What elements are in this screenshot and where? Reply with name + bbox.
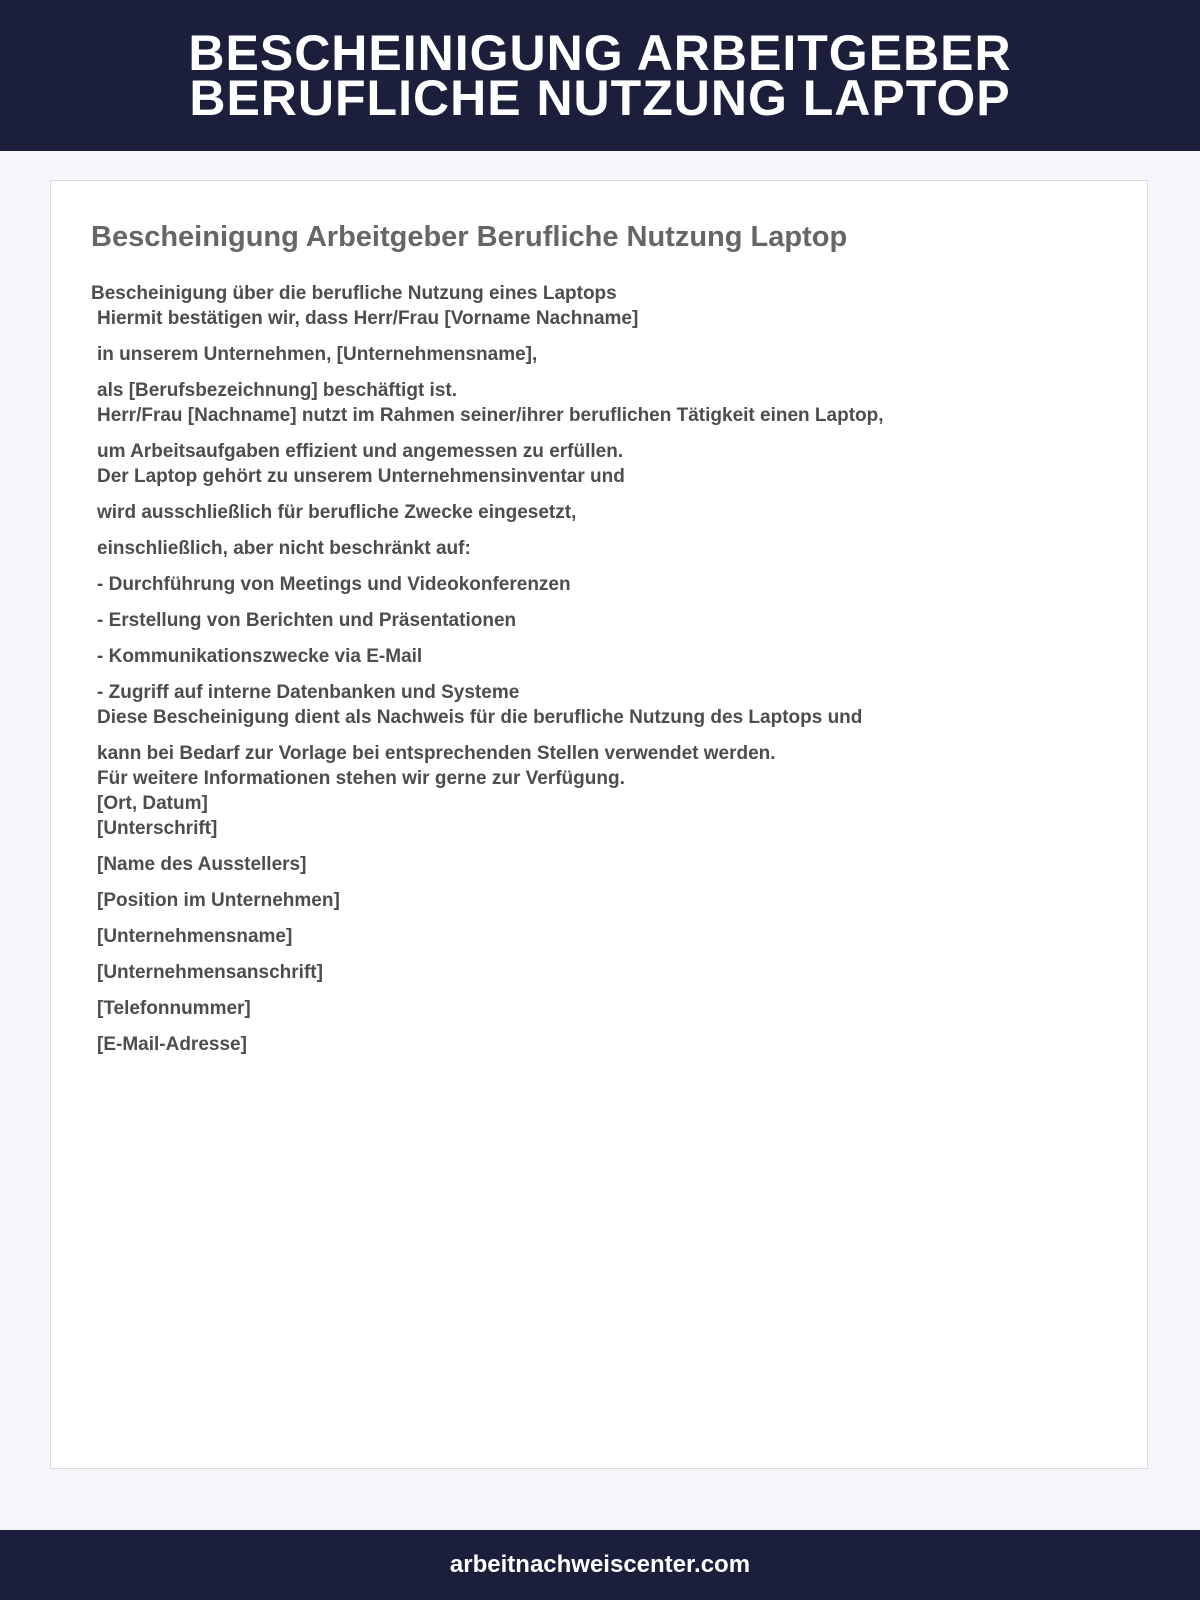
document-line: kann bei Bedarf zur Vorlage bei entsprechenden Stellen verwendet werden. [97,743,776,764]
phone-placeholder: [Telefonnummer] [97,998,251,1019]
document-line: Hiermit bestätigen wir, dass Herr/Frau [Vorname Nachname] [97,308,639,329]
list-item: - Kommunikationszwecke via E-Mail [97,646,423,667]
email-placeholder: [E-Mail-Adresse] [97,1034,247,1055]
list-item: - Erstellung von Berichten und Präsentationen [97,610,517,631]
document-line: als [Berufsbezeichnung] beschäftigt ist. [97,380,457,401]
document-line: einschließlich, aber nicht beschränkt auf: [97,538,471,559]
document-body [91,281,1111,1057]
document-line: um Arbeitsaufgaben effizient und angemessen zu erfüllen. [97,441,624,462]
list-item: - Durchführung von Meetings und Videokonferenzen [97,574,571,595]
header-title-line-2: BERUFLICHE NUTZUNG LAPTOP [189,69,1011,126]
list-item: - Zugriff auf interne Datenbanken und Systeme [97,682,520,703]
document-line: Für weitere Informationen stehen wir gerne zur Verfügung. [97,768,625,789]
document-heading: Bescheinigung über die berufliche Nutzung eines Laptops [91,283,617,304]
company-address-placeholder: [Unternehmensanschrift] [97,962,323,983]
document-line: Der Laptop gehört zu unserem Unternehmensinventar und [97,466,625,487]
place-date-placeholder: [Ort, Datum] [97,793,208,814]
document-line: in unserem Unternehmen, [Unternehmensname], [97,344,538,365]
issuer-position-placeholder: [Position im Unternehmen] [97,890,340,911]
page-header [0,0,1200,151]
page-footer [0,1530,1200,1600]
document-card [50,180,1148,1469]
document-line: wird ausschließlich für berufliche Zwecke eingesetzt, [97,502,577,523]
document-line: Diese Bescheinigung dient als Nachweis für die berufliche Nutzung des Laptops und [97,707,863,728]
signature-placeholder: [Unterschrift] [97,818,218,839]
issuer-name-placeholder: [Name des Ausstellers] [97,854,307,875]
document-line: Herr/Frau [Nachname] nutzt im Rahmen seiner/ihrer beruflichen Tätigkeit einen Laptop, [97,405,884,426]
header-title-line-1: BESCHEINIGUNG ARBEITGEBER [188,24,1012,81]
footer-site-link[interactable]: arbeitnachweiscenter.com [449,1551,751,1578]
company-name-placeholder: [Unternehmensname] [97,926,293,947]
document-title: Bescheinigung Arbeitgeber Berufliche Nutzung Laptop [91,221,848,253]
